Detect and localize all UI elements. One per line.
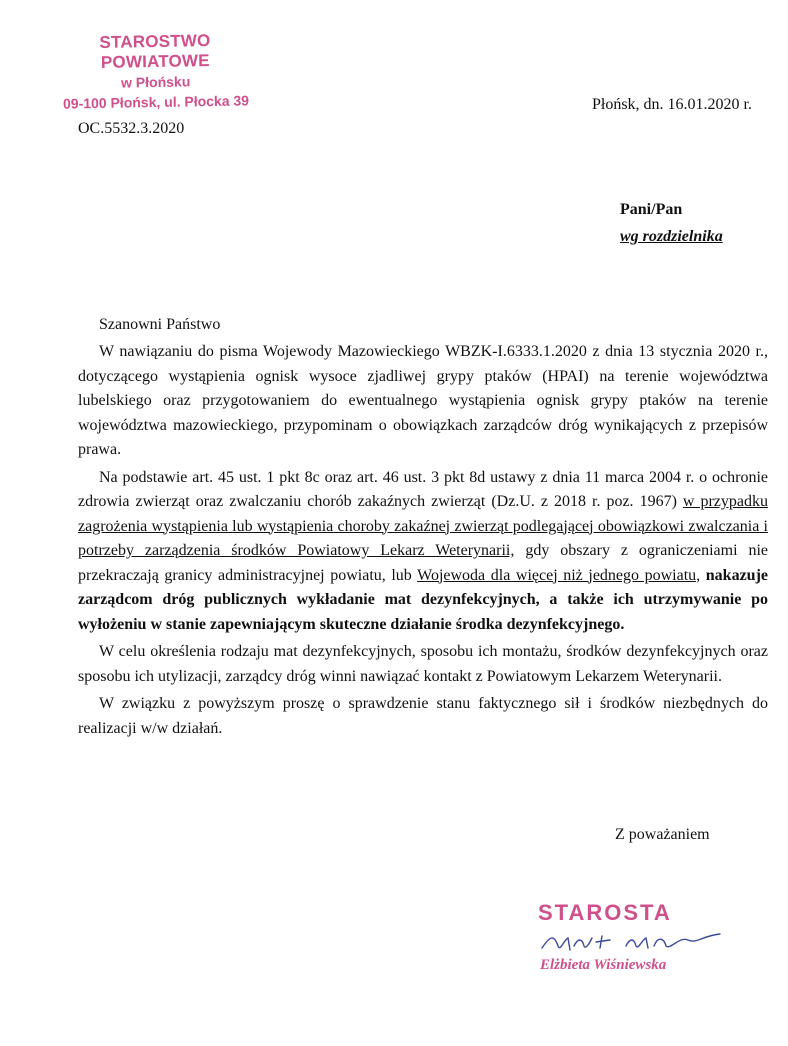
addressee-line: Pani/Pan	[620, 201, 683, 218]
signature-title: STAROSTA	[538, 900, 672, 925]
underlined-voivode: Wojewoda dla więcej niż jednego powiatu,	[417, 566, 701, 584]
reference-number: OC.5532.3.2020	[78, 120, 185, 137]
legal-basis-text: Na podstawie art. 45 ust. 1 pkt 8c oraz art. 46 ust. 3 pkt 8d ustawy z dnia 11 marca 2004 r. o ochronie zdrowia zwierząt oraz zwalczaniu chorób zakaźnych zwierząt (Dz.U. z 2018 r. poz. 1967)	[78, 468, 768, 510]
paragraph-contact: W celu określenia rodzaju mat dezynfekcyjnych, sposobu ich montażu, środków dezynfekcyjnych oraz sposobu ich utylizacji, zarządcy dróg winni nawiązać kontakt z Powiatowym Lekarzem Weterynarii.	[78, 643, 768, 685]
handwritten-signature	[530, 916, 730, 956]
office-stamp	[47, 30, 263, 114]
salutation: Szanowni Państwo	[99, 316, 221, 333]
scope-text: gdy obszary z ograniczeniami nie przekraczają granicy administracyjnej powiatu, lub	[78, 542, 768, 584]
letter-date: Płońsk, dn. 16.01.2020 r.	[591, 96, 752, 113]
addressee-block	[620, 196, 723, 250]
bold-obligation: nakazuje zarządcom dróg publicznych wykładanie mat dezynfekcyjnych, a także ich utrzymywanie po wyłożeniu w stanie zapewniającym skuteczne działanie środka dezynfekcyjnego.	[78, 566, 769, 633]
stamp-line-town: w Płońsku	[120, 73, 191, 91]
underlined-condition: w przypadku zagrożenia wystąpienia lub wystąpienia choroby zakaźnej zwierząt podlegającej obowiązkowi zwalczania i potrzeby zarządzenia środków Powiatowy Lekarz Weterynarii,	[78, 493, 769, 559]
signatory-name: Elżbieta Wiśniewska	[540, 957, 667, 973]
paragraph-reference: W nawiązaniu do pisma Wojewody Mazowieckiego WBZK-I.6333.1.2020 z dnia 13 stycznia 2020 r., dotyczącego wystąpienia ognisk wysoce zjadliwej grypy ptaków (HPAI) na terenie województwa lubelskiego oraz przygotowaniem do ewentualnego wystąpienia ognisk grypy ptaków na terenie województwa mazowieckiego, przypominam o obowiązkach zarządców dróg wynikających z przepisów prawa.	[78, 343, 768, 458]
letter-body	[78, 340, 768, 744]
closing-phrase: Z poważaniem	[615, 826, 710, 843]
stamp-line-address: 09-100 Płońsk, ul. Płocka 39	[62, 92, 250, 112]
paragraph-legal-basis	[78, 466, 768, 638]
paragraph-request: W związku z powyższym proszę o sprawdzenie stanu faktycznego sił i środków niezbędnych do realizacji w/w działań.	[78, 695, 768, 737]
signature-block	[520, 900, 720, 973]
stamp-line-office: STAROSTWO POWIATOWE	[99, 31, 211, 72]
addressee-distribution: wg rozdzielnika	[620, 228, 723, 245]
